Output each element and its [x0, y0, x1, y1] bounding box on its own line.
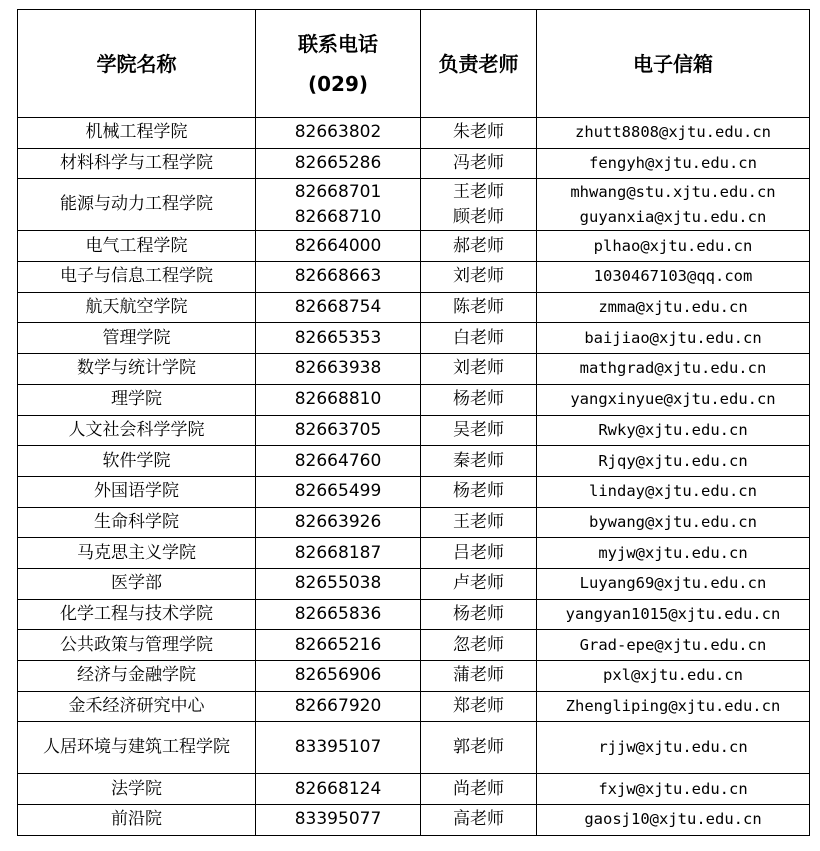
email-cell	[537, 722, 810, 774]
teacher-value: 王老师	[453, 511, 504, 532]
college-name-cell: 机械工程学院	[18, 118, 256, 149]
email-cell	[537, 231, 810, 262]
table-row	[18, 179, 810, 231]
phone-value: 82665353	[294, 327, 382, 348]
table-row	[18, 805, 810, 836]
phone-cell	[256, 415, 421, 446]
teacher-value: 郑老师	[453, 696, 504, 717]
email-cell	[537, 415, 810, 446]
college-name-cell: 外国语学院	[18, 476, 256, 507]
teacher-cell	[421, 661, 537, 692]
email-value[interactable]: Rjqy@xjtu.edu.cn	[598, 451, 748, 470]
teacher-cell	[421, 538, 537, 569]
email-value[interactable]: yangxinyue@xjtu.edu.cn	[570, 390, 776, 409]
teacher-cell	[421, 630, 537, 661]
table-row	[18, 476, 810, 507]
college-name-cell: 金禾经济研究中心	[18, 691, 256, 722]
email-value[interactable]: Rwky@xjtu.edu.cn	[598, 420, 748, 439]
teacher-cell	[421, 262, 537, 293]
table-row	[18, 148, 810, 179]
email-value[interactable]: linday@xjtu.edu.cn	[589, 482, 757, 501]
phone-value: 82668663	[294, 266, 382, 287]
phone-cell	[256, 262, 421, 293]
teacher-value: 杨老师	[453, 603, 504, 624]
phone-value: 82668754	[294, 297, 382, 318]
teacher-cell	[421, 476, 537, 507]
teacher-value: 尚老师	[453, 778, 504, 799]
email-value[interactable]: fengyh@xjtu.edu.cn	[589, 154, 757, 173]
teacher-cell	[421, 323, 537, 354]
table-row	[18, 292, 810, 323]
email-value[interactable]: zhutt8808@xjtu.edu.cn	[575, 123, 771, 142]
teacher-value: 顾老师	[453, 206, 504, 227]
teacher-value: 吴老师	[453, 419, 504, 440]
teacher-value: 陈老师	[453, 297, 504, 318]
table-row	[18, 446, 810, 477]
teacher-value: 秦老师	[453, 450, 504, 471]
phone-cell	[256, 805, 421, 836]
teacher-cell	[421, 292, 537, 323]
email-value[interactable]: zmma@xjtu.edu.cn	[598, 298, 748, 317]
college-name-cell: 人文社会科学学院	[18, 415, 256, 446]
table-row	[18, 774, 810, 805]
email-cell	[537, 507, 810, 538]
teacher-value: 刘老师	[453, 358, 504, 379]
table-row	[18, 118, 810, 149]
email-cell	[537, 262, 810, 293]
header-phone-label: 联系电话	[298, 31, 378, 56]
teacher-cell	[421, 354, 537, 385]
phone-value: 82667920	[294, 696, 382, 717]
header-email: 电子信箱	[537, 10, 810, 118]
phone-cell	[256, 292, 421, 323]
phone-cell	[256, 476, 421, 507]
email-cell	[537, 179, 810, 231]
phone-value: 82664760	[294, 450, 382, 471]
phone-cell	[256, 354, 421, 385]
email-value[interactable]: mathgrad@xjtu.edu.cn	[579, 359, 767, 378]
college-name-cell: 生命科学院	[18, 507, 256, 538]
table-row	[18, 538, 810, 569]
email-cell	[537, 323, 810, 354]
teacher-value: 郝老师	[453, 235, 504, 256]
teacher-value: 蒲老师	[453, 665, 504, 686]
teacher-value: 白老师	[453, 327, 504, 348]
email-value[interactable]: baijiao@xjtu.edu.cn	[584, 328, 762, 347]
teacher-value: 王老师	[453, 181, 504, 202]
phone-value: 82668701	[294, 181, 382, 202]
phone-value: 82668187	[294, 542, 382, 563]
phone-value: 82668124	[294, 778, 382, 799]
phone-cell	[256, 446, 421, 477]
table-row	[18, 630, 810, 661]
teacher-cell	[421, 446, 537, 477]
email-value[interactable]: 1030467103@qq.com	[593, 267, 753, 286]
phone-cell	[256, 774, 421, 805]
table-row	[18, 722, 810, 774]
email-value[interactable]: fxjw@xjtu.edu.cn	[598, 779, 748, 798]
college-name-cell: 数学与统计学院	[18, 354, 256, 385]
phone-value: 82663926	[294, 511, 382, 532]
college-name-cell: 管理学院	[18, 323, 256, 354]
table-body	[18, 118, 810, 836]
phone-value: 82665216	[294, 634, 382, 655]
phone-cell	[256, 179, 421, 231]
header-phone-code: (029)	[307, 71, 369, 96]
phone-cell	[256, 630, 421, 661]
college-name-cell: 公共政策与管理学院	[18, 630, 256, 661]
teacher-cell	[421, 805, 537, 836]
college-name-cell: 化学工程与技术学院	[18, 599, 256, 630]
teacher-cell	[421, 384, 537, 415]
email-value[interactable]: gaosj10@xjtu.edu.cn	[584, 810, 762, 829]
contact-table	[17, 9, 810, 836]
phone-value: 82668810	[294, 389, 382, 410]
email-value[interactable]: yangyan1015@xjtu.edu.cn	[565, 604, 781, 623]
phone-value: 82664000	[294, 235, 382, 256]
teacher-value: 朱老师	[453, 122, 504, 143]
teacher-cell	[421, 415, 537, 446]
phone-cell	[256, 691, 421, 722]
teacher-value: 郭老师	[453, 737, 504, 758]
email-cell	[537, 805, 810, 836]
table-row	[18, 354, 810, 385]
phone-value: 82655038	[294, 573, 382, 594]
email-value[interactable]: rjjw@xjtu.edu.cn	[598, 738, 748, 757]
email-value[interactable]: Grad-epe@xjtu.edu.cn	[579, 635, 767, 654]
phone-cell	[256, 148, 421, 179]
email-cell	[537, 148, 810, 179]
phone-cell	[256, 384, 421, 415]
phone-value: 83395077	[294, 809, 382, 830]
college-name-cell: 能源与动力工程学院	[18, 179, 256, 231]
college-name-cell: 电子与信息工程学院	[18, 262, 256, 293]
email-value[interactable]: myjw@xjtu.edu.cn	[598, 543, 748, 562]
table-row	[18, 262, 810, 293]
teacher-cell	[421, 568, 537, 599]
phone-value: 82665836	[294, 603, 382, 624]
teacher-value: 刘老师	[453, 266, 504, 287]
teacher-cell	[421, 148, 537, 179]
email-cell	[537, 384, 810, 415]
email-value[interactable]: Luyang69@xjtu.edu.cn	[579, 574, 767, 593]
phone-cell	[256, 118, 421, 149]
email-value[interactable]: guyanxia@xjtu.edu.cn	[579, 207, 767, 226]
table-row	[18, 415, 810, 446]
email-cell	[537, 568, 810, 599]
email-value[interactable]: mhwang@stu.xjtu.edu.cn	[570, 182, 776, 201]
teacher-cell	[421, 774, 537, 805]
college-name-cell: 法学院	[18, 774, 256, 805]
phone-cell	[256, 507, 421, 538]
email-cell	[537, 354, 810, 385]
table-row	[18, 691, 810, 722]
phone-cell	[256, 538, 421, 569]
phone-cell	[256, 568, 421, 599]
teacher-cell	[421, 118, 537, 149]
email-value[interactable]: bywang@xjtu.edu.cn	[589, 512, 757, 531]
email-cell	[537, 774, 810, 805]
college-name-cell: 材料科学与工程学院	[18, 148, 256, 179]
email-cell	[537, 446, 810, 477]
email-cell	[537, 661, 810, 692]
teacher-value: 吕老师	[453, 542, 504, 563]
table-row	[18, 568, 810, 599]
college-name-cell: 航天航空学院	[18, 292, 256, 323]
teacher-cell	[421, 722, 537, 774]
phone-cell	[256, 231, 421, 262]
teacher-cell	[421, 231, 537, 262]
table-row	[18, 661, 810, 692]
college-name-cell: 电气工程学院	[18, 231, 256, 262]
email-value[interactable]: Zhengliping@xjtu.edu.cn	[565, 697, 781, 716]
email-cell	[537, 118, 810, 149]
phone-value: 82656906	[294, 665, 382, 686]
phone-cell	[256, 722, 421, 774]
email-cell	[537, 691, 810, 722]
table-row	[18, 507, 810, 538]
teacher-cell	[421, 507, 537, 538]
college-name-cell: 理学院	[18, 384, 256, 415]
phone-value: 82668710	[294, 206, 382, 227]
phone-value: 82663802	[294, 122, 382, 143]
teacher-value: 杨老师	[453, 481, 504, 502]
email-cell	[537, 630, 810, 661]
table-row	[18, 599, 810, 630]
phone-cell	[256, 661, 421, 692]
college-name-cell: 前沿院	[18, 805, 256, 836]
table-row	[18, 323, 810, 354]
college-name-cell: 医学部	[18, 568, 256, 599]
teacher-cell	[421, 691, 537, 722]
email-cell	[537, 538, 810, 569]
header-teacher: 负责老师	[421, 10, 537, 118]
email-value[interactable]: plhao@xjtu.edu.cn	[593, 236, 753, 255]
table-row	[18, 384, 810, 415]
teacher-value: 杨老师	[453, 389, 504, 410]
table-row	[18, 231, 810, 262]
teacher-cell	[421, 599, 537, 630]
phone-cell	[256, 599, 421, 630]
phone-value: 83395107	[294, 737, 382, 758]
header-phone	[256, 10, 421, 118]
teacher-cell	[421, 179, 537, 231]
teacher-value: 忽老师	[453, 634, 504, 655]
teacher-value: 冯老师	[453, 153, 504, 174]
college-name-cell: 软件学院	[18, 446, 256, 477]
teacher-value: 卢老师	[453, 573, 504, 594]
college-name-cell: 人居环境与建筑工程学院	[18, 722, 256, 774]
email-cell	[537, 292, 810, 323]
phone-value: 82663705	[294, 419, 382, 440]
header-row	[18, 10, 810, 118]
phone-value: 82665286	[294, 153, 382, 174]
phone-cell	[256, 323, 421, 354]
email-cell	[537, 599, 810, 630]
email-value[interactable]: pxl@xjtu.edu.cn	[603, 666, 743, 685]
college-name-cell: 经济与金融学院	[18, 661, 256, 692]
header-college: 学院名称	[18, 10, 256, 118]
college-name-cell: 马克思主义学院	[18, 538, 256, 569]
email-cell	[537, 476, 810, 507]
phone-value: 82663938	[294, 358, 382, 379]
teacher-value: 高老师	[453, 809, 504, 830]
phone-value: 82665499	[294, 481, 382, 502]
